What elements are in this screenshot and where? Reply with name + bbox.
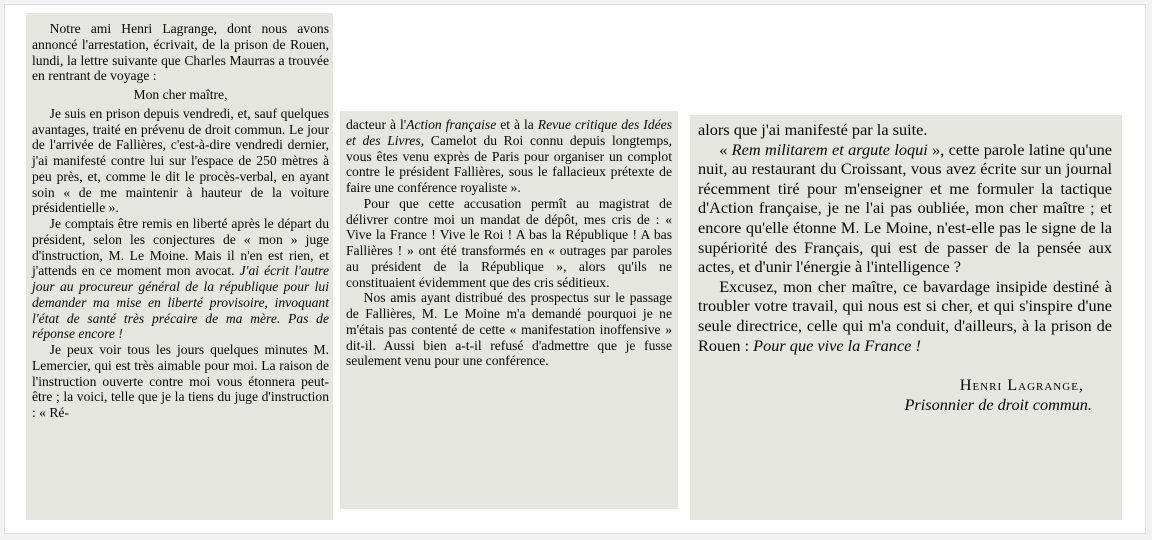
closing-motto: Pour que vive la France !	[753, 335, 921, 355]
text-span: Excusez, mon cher maître, ce bavardage insipide destiné à troubler votre travail, qui nous est si cher, et qui s'inspire d'une seule directrice, celle qui m'a conduit, d'ailleurs, à la prison de Rouen :	[698, 276, 1112, 355]
text-span: », cette parole latine qu'une nuit, au restaurant du Croissant, vous avez écrite sur un journal récemment tiré pour m'enseigner et me formuler la tactique d'Action française, je ne l'ai pas oubliée, mon cher maître ; et encore qu'elle étonne M. Le Moine, n'est-elle pas le signe de la supériorité des Français, qui est de passer de la pensée aux actes, et d'unir l'énergie à l'intelligence ?	[698, 139, 1112, 277]
text-span: , Camelot du Roi connu depuis longtemps, vous êtes venu exprès de Paris pour organiser un complot contre le président Fallières, sous le fallacieux prétexte de faire une conférence royaliste ».	[346, 132, 672, 195]
article-column-1	[26, 13, 333, 520]
letter-paragraph: Nos amis ayant distribué des prospectus sur le passage de Fallières, M. Le Moine m'a demandé pourquoi je ne m'étais pas contenté de cette « manifestation inoffensive » dit-il. Aussi bien a-t-il refusé d'admettre que je fusse seulement venu pour une conférence.	[346, 290, 672, 369]
letter-paragraph	[32, 216, 329, 342]
text-span: et à la	[496, 117, 538, 132]
signature-title: Prisonnier de droit commun.	[904, 394, 1092, 414]
article-column-3	[690, 115, 1122, 520]
letter-text: Je comptais être remis en liberté après le départ du président, selon les conjectures de « mon » juge d'instruction, M. Le Moine. Mais il n'en est rien, et j'attends en ce moment mon avocat.	[32, 216, 329, 279]
letter-paragraph	[698, 277, 1112, 355]
italic-title: Action française	[406, 117, 497, 132]
letter-paragraph	[698, 140, 1112, 277]
letter-paragraph	[346, 117, 672, 196]
signature-name: Henri Lagrange,	[959, 375, 1084, 395]
text-span: dacteur à l'	[346, 117, 407, 132]
article-column-2	[340, 111, 678, 509]
text-span: «	[719, 139, 732, 159]
intro-paragraph: Notre ami Henri Lagrange, dont nous avons annoncé l'arrestation, écrivait, de la prison de Rouen, lundi, la lettre suivante que Charles Maurras a trouvée en rentrant de voyage :	[32, 21, 329, 84]
italic-title: Revue critique des Idées et des Livres	[346, 117, 672, 148]
letter-paragraph: Je suis en prison depuis vendredi, et, sauf quelques avantages, traité en prévenu de droit commun. Le jour de l'arrivée de Fallières, c'est-à-dire vendredi dernier, j'ai manifesté contre lui sur l'espace de 250 mètres à peu près, et, comme le dit le procès-verbal, en ayant soin « de me maintenir à hauteur de la voiture présidentielle ».	[32, 105, 329, 216]
letter-paragraph: Pour que cette accusation permît au magistrat de délivrer contre moi un mandat de dépôt, mes cris de : « Vive la France ! Vive le Roi ! A bas la République ! A bas Fallières ! » ont été transformés en « outrages par paroles au président de la République », alors qu'ils ne constituaient évidemment que des cris séditieux.	[346, 195, 672, 290]
latin-quote: Rem militarem et argute loqui	[731, 139, 928, 159]
letter-paragraph: Je peux voir tous les jours quelques minutes M. Lemercier, qui est très aimable pour moi. La raison de l'instruction ouverte contre moi vous étonnera peut-être ; la voici, telle que je la tiens du juge d'instruction : « Ré-	[32, 342, 329, 420]
letter-paragraph: alors que j'ai manifesté par la suite.	[698, 120, 928, 139]
letter-italic-text: J'ai écrit l'autre jour au procureur général de la république pour lui demander ma mise en liberté provisoire, invoquant l'état de santé très précaire de ma mère. Pas de réponse encore !	[32, 263, 329, 342]
salutation: Mon cher maître,	[133, 87, 228, 102]
